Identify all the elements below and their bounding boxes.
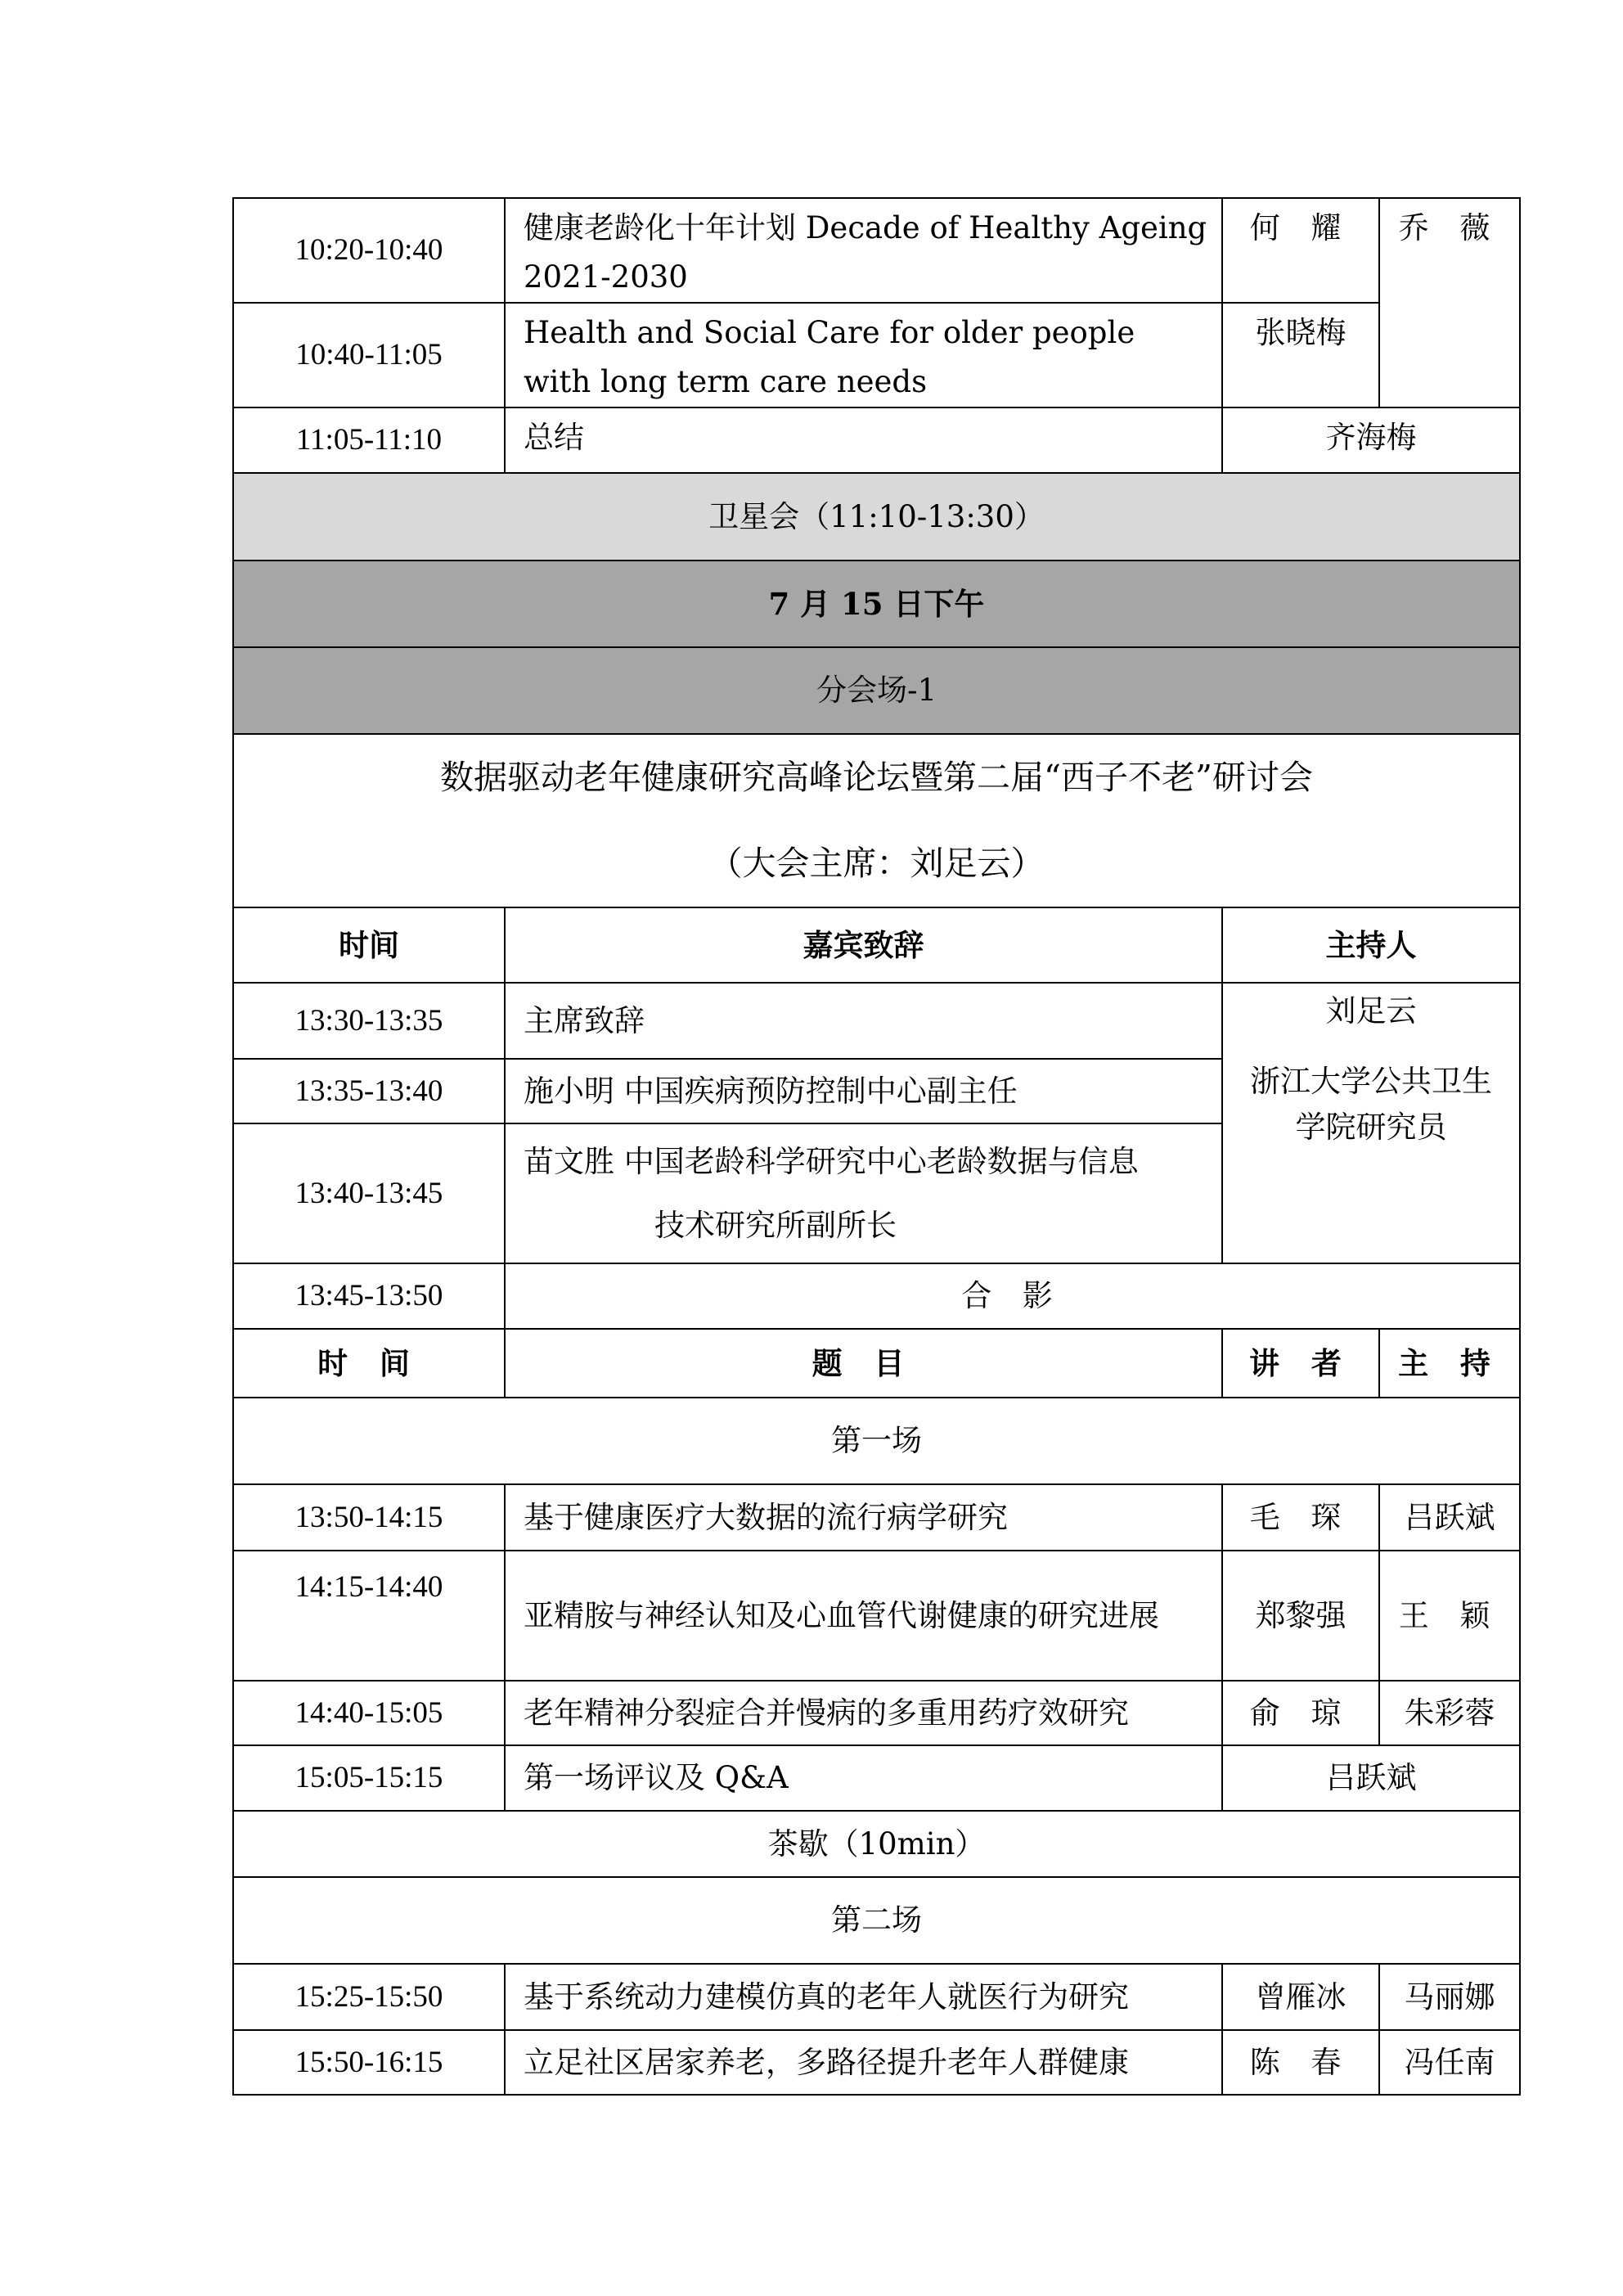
topic-cell: 亚精胺与神经认知及心血管代谢健康的研究进展 — [505, 1551, 1222, 1681]
topic-line-2: 技术研究所副所长 — [654, 1207, 897, 1243]
host-cell: 齐海梅 — [1222, 407, 1520, 473]
time-cell: 14:15-14:40 — [233, 1551, 505, 1681]
table-row — [233, 303, 1520, 407]
table-row — [233, 2030, 1520, 2095]
moderator-cell: 冯任南 — [1379, 2030, 1520, 2095]
table-row — [233, 1745, 1520, 1811]
topic-cell: Health and Social Care for older people with long term care needs — [505, 303, 1222, 407]
header-host: 主持人 — [1222, 907, 1520, 983]
forum-title: 数据驱动老年健康研究高峰论坛暨第二届“西子不老”研讨会 — [440, 758, 1313, 797]
moderator-cell: 吕跃斌 — [1379, 1484, 1520, 1551]
speaker-cell: 毛 琛 — [1222, 1484, 1379, 1551]
header-time: 时 间 — [233, 1329, 505, 1398]
afternoon-row — [233, 560, 1520, 647]
time-cell: 10:40-11:05 — [233, 303, 505, 407]
moderator-cell: 乔 薇 — [1379, 198, 1520, 407]
speaker-cell: 曾雁冰 — [1222, 1964, 1379, 2030]
time-cell: 10:20-10:40 — [233, 198, 505, 303]
schedule-table — [232, 197, 1521, 2096]
afternoon-title: 7 月 15 日下午 — [233, 560, 1520, 647]
tea-break: 茶歇（10min） — [233, 1811, 1520, 1877]
satellite-row — [233, 473, 1520, 560]
header-topic: 嘉宾致辞 — [505, 907, 1222, 983]
forum-cell — [233, 734, 1520, 907]
header-moderator: 主 持 — [1379, 1329, 1520, 1398]
table-row — [233, 1964, 1520, 2030]
table-row — [233, 983, 1520, 1059]
time-cell: 14:40-15:05 — [233, 1681, 505, 1745]
topic-cell: 健康老龄化十年计划 Decade of Healthy Ageing 2021-2030 — [505, 198, 1222, 303]
session1-title: 第一场 — [233, 1398, 1520, 1484]
time-cell: 11:05-11:10 — [233, 407, 505, 473]
time-cell: 13:45-13:50 — [233, 1263, 505, 1329]
moderator-cell: 马丽娜 — [1379, 1964, 1520, 2030]
moderator-cell: 朱彩蓉 — [1379, 1681, 1520, 1745]
topic-line-1: 苗文胜 中国老龄科学研究中心老龄数据与信息 — [524, 1143, 1139, 1179]
header-topic: 题 目 — [505, 1329, 1222, 1398]
table-row — [233, 1484, 1520, 1551]
speaker-cell: 张晓梅 — [1222, 303, 1379, 407]
moderator-cell: 王 颖 — [1379, 1551, 1520, 1681]
topic-cell: 老年精神分裂症合并慢病的多重用药疗效研究 — [505, 1681, 1222, 1745]
host-cell: 吕跃斌 — [1222, 1745, 1520, 1811]
program-header-row — [233, 1329, 1520, 1398]
time-cell: 15:50-16:15 — [233, 2030, 505, 2095]
time-cell: 13:50-14:15 — [233, 1484, 505, 1551]
table-row — [233, 1681, 1520, 1745]
time-cell: 13:30-13:35 — [233, 983, 505, 1059]
speaker-cell: 俞 琼 — [1222, 1681, 1379, 1745]
time-cell: 13:40-13:45 — [233, 1123, 505, 1263]
session2-title-row — [233, 1877, 1520, 1964]
chair-line: （大会主席：刘足云） — [708, 844, 1045, 883]
photo-row — [233, 1263, 1520, 1329]
topic-cell: 立足社区居家养老，多路径提升老年人群健康 — [505, 2030, 1222, 2095]
session2-title: 第二场 — [233, 1877, 1520, 1964]
topic-cell: 基于系统动力建模仿真的老年人就医行为研究 — [505, 1964, 1222, 2030]
topic-cell: 总结 — [505, 407, 1222, 473]
topic-cell: 第一场评议及 Q&A — [505, 1745, 1222, 1811]
welcome-host-cell — [1222, 983, 1520, 1263]
tea-break-row — [233, 1811, 1520, 1877]
time-cell: 13:35-13:40 — [233, 1059, 505, 1123]
topic-cell: 主席致辞 — [505, 983, 1222, 1059]
header-time: 时间 — [233, 907, 505, 983]
session-title: 分会场-1 — [233, 647, 1520, 734]
table-row — [233, 1551, 1520, 1681]
speaker-cell: 郑黎强 — [1222, 1551, 1379, 1681]
speaker-cell: 陈 春 — [1222, 2030, 1379, 2095]
forum-row — [233, 734, 1520, 907]
speaker-cell: 何 耀 — [1222, 198, 1379, 303]
table-row — [233, 407, 1520, 473]
photo-label: 合 影 — [505, 1263, 1520, 1329]
host-title: 浙江大学公共卫生学院研究员 — [1250, 1064, 1492, 1145]
topic-cell — [505, 1123, 1222, 1263]
satellite-title: 卫星会（11:10-13:30） — [233, 473, 1520, 560]
time-cell: 15:05-15:15 — [233, 1745, 505, 1811]
welcome-header-row — [233, 907, 1520, 983]
time-cell: 15:25-15:50 — [233, 1964, 505, 2030]
host-name: 刘足云 — [1325, 993, 1417, 1029]
session-row — [233, 647, 1520, 734]
header-speaker: 讲 者 — [1222, 1329, 1379, 1398]
topic-cell: 施小明 中国疾病预防控制中心副主任 — [505, 1059, 1222, 1123]
table-row — [233, 198, 1520, 303]
topic-cell: 基于健康医疗大数据的流行病学研究 — [505, 1484, 1222, 1551]
session1-title-row — [233, 1398, 1520, 1484]
